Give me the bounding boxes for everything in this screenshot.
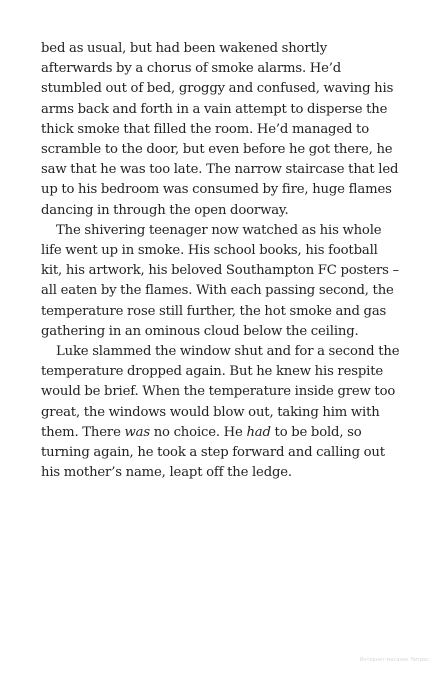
- paragraph-1-text: bed as usual, but had been wakened shortly afterwards by a chorus of smoke alarms. He’d stumbled out of bed, groggy and confused, waving his arms back and forth in a vain attempt to disperse the thick smoke that filled the room. He’d managed to scramble to the door, but even before he got there, he saw that he was too late. The narrow staircase that led up to his bedroom was consumed by fire, huge flames dancing in through the open doorway.: [41, 41, 399, 218]
- paragraph-3-emphasis-was: was: [124, 424, 150, 440]
- paragraph-2: [41, 221, 401, 342]
- paragraph-3-text-b: no choice. He: [149, 424, 247, 440]
- page-body: [41, 39, 401, 483]
- watermark-text: Интернет-магазин Литрес: [359, 657, 429, 663]
- paragraph-3: [41, 342, 401, 483]
- paragraph-1: [41, 39, 401, 221]
- paragraph-3-emphasis-had: had: [246, 424, 271, 440]
- paragraph-3-text-a: Luke slammed the window shut and for a second the temperature dropped again. But he knew his respite would be brief. When the temperature inside grew too great, the windows would blow out, taking him with them. There: [41, 344, 400, 440]
- paragraph-2-text: The shivering teenager now watched as his whole life went up in smoke. His school books, his football kit, his artwork, his beloved Southampton FC posters – all eaten by the flames. With each passing second, the temperature rose still further, the hot smoke and gas gathering in an ominous cloud below the ceiling.: [41, 222, 399, 339]
- paragraph-3-text-c: to be bold, so turning again, he took a step forward and calling out his mother’s name, leapt off the ledge.: [41, 424, 385, 481]
